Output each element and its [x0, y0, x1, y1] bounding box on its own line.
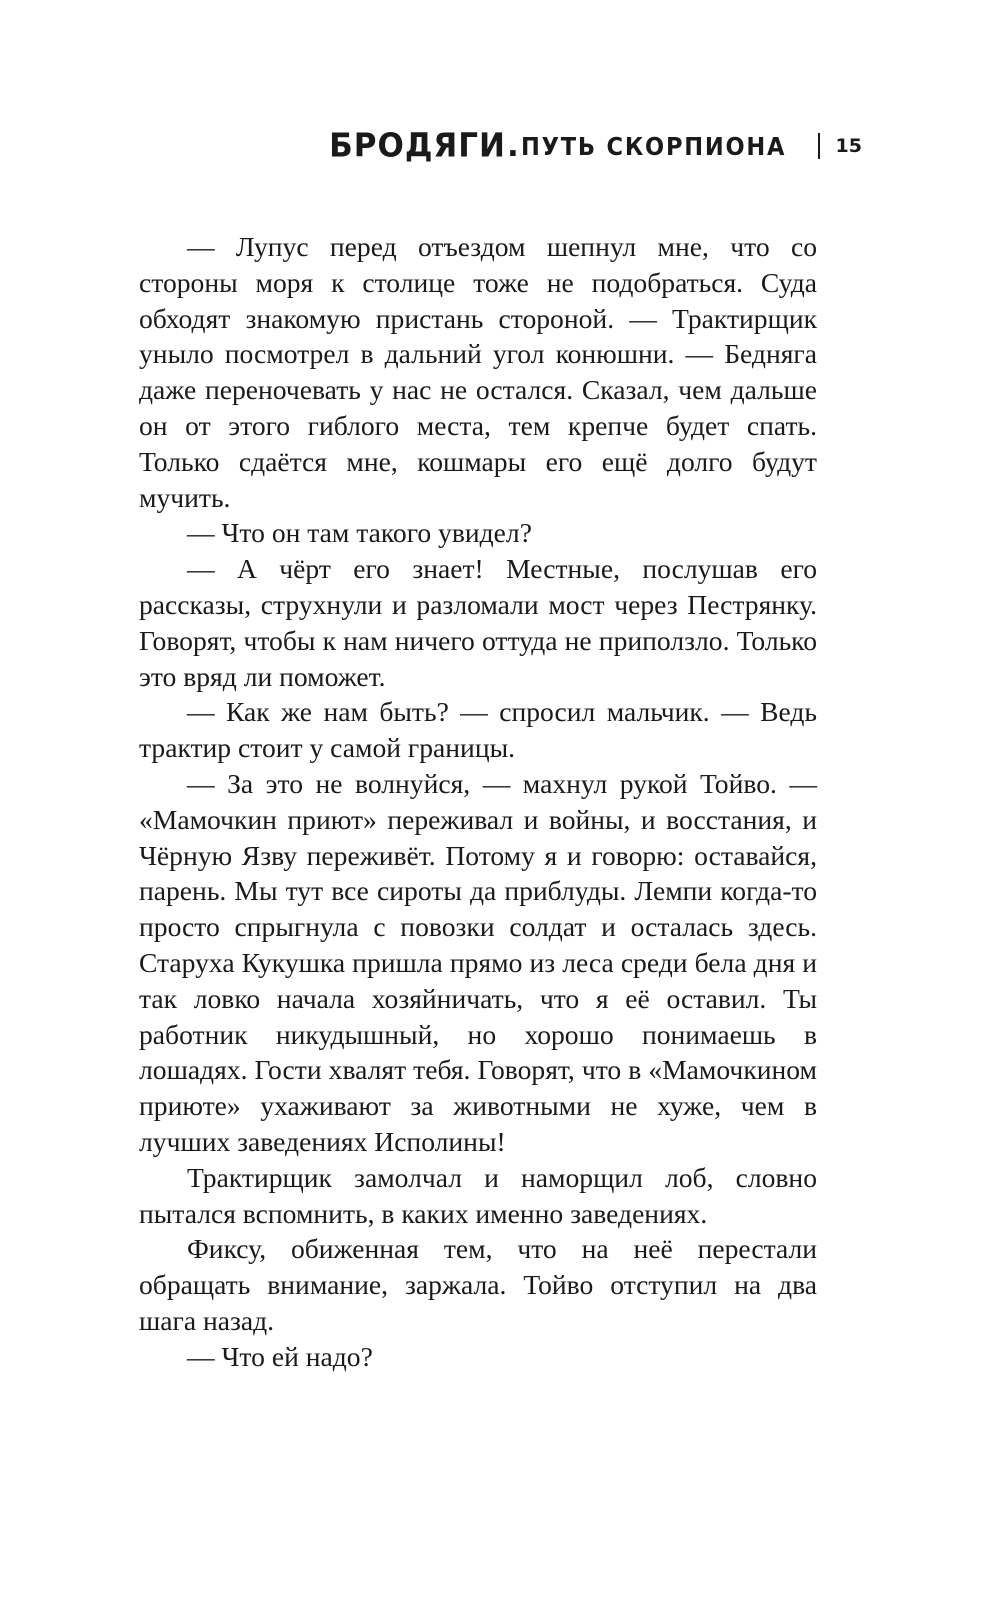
title-dot: .: [507, 128, 519, 164]
paragraph: Трактирщик замолчал и наморщил лоб, словно пытался вспомнить, в каких именно заведениях.: [139, 1161, 817, 1229]
book-title: БРОДЯГИ: [329, 127, 507, 165]
paragraph: — А чёрт его знает! Местные, послушав его рассказы, струхнули и разломали мост через Пестрянку. Говорят, чтобы к нам ничего оттуда не приползло. Только это вряд ли поможет.: [139, 553, 817, 692]
paragraph: — Что ей надо?: [187, 1340, 373, 1372]
paragraph: — Лупус перед отъездом шепнул мне, что со стороны моря к столице тоже не подобраться. Суда обходят знакомую пристань стороной. — Трактирщик уныло посмотрел в дальний угол конюшни. — Бедняга даже переночевать у нас не остался. Сказал, чем дальше он от этого гиблого места, тем крепче будет спать. Только сдаётся мне, кошмары его ещё долго будут мучить.: [139, 231, 817, 513]
paragraph: — Что он там такого увидел?: [187, 517, 532, 549]
running-header: [329, 128, 862, 164]
paragraph: — Как же нам быть? — спросил мальчик. — Ведь трактир стоит у самой границы.: [139, 696, 817, 764]
paragraph: Фиксу, обиженная тем, что на неё перестали обращать внимание, заржала. Тойво отступил на два шага назад.: [139, 1233, 817, 1336]
series-subtitle: ПУТЬ СКОРПИОНА: [520, 131, 787, 161]
page-number: 15: [835, 135, 862, 157]
header-divider: [818, 133, 820, 159]
body-text: [139, 229, 817, 1375]
paragraph: — За это не волнуйся, — махнул рукой Тойво. — «Мамочкин приют» переживал и войны, и восстания, и Чёрную Язву переживёт. Потому я и говорю: оставайся, парень. Мы тут все сироты да приблуды. Лемпи когда-то просто спрыгнула с повозки солдат и осталась здесь. Старуха Кукушка пришла прямо из леса среди бела дня и так ловко начала хозяйничать, что я её оставил. Ты работник никудышный, но хорошо понимаешь в лошадях. Гости хвалят тебя. Говорят, что в «Мамочкином приюте» ухаживают за животными не хуже, чем в лучших заведениях Исполины!: [139, 767, 817, 1157]
